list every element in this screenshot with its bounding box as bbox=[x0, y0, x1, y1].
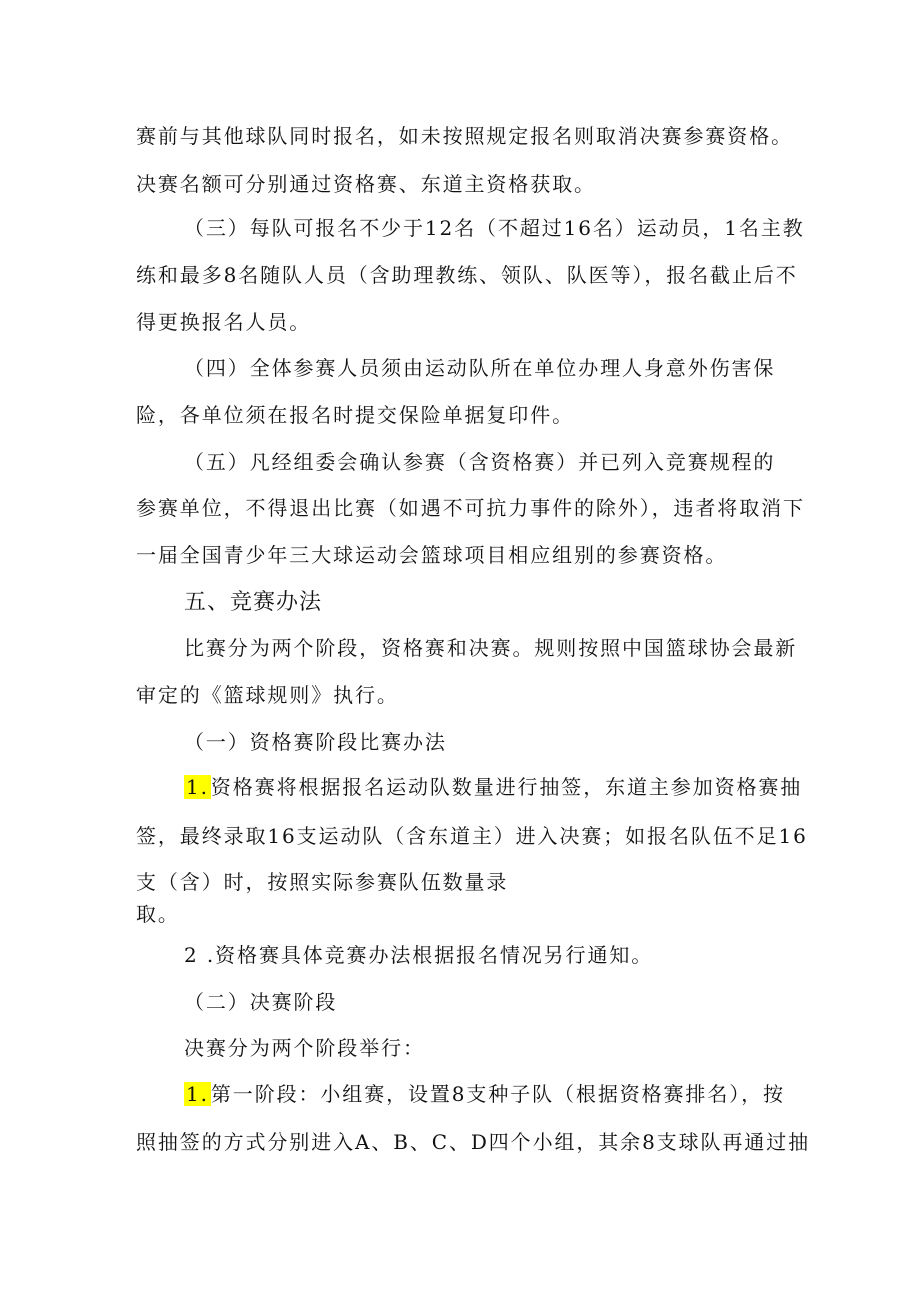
text-line: 决赛分为两个阶段举行： bbox=[184, 1036, 425, 1060]
list-item bbox=[184, 773, 802, 801]
list-item-text: 资格赛将根据报名运动队数量进行抽签，东道主参加资格赛抽 bbox=[210, 775, 803, 799]
text-line: （三）每队可报名不少于12名（不超过16名）运动员，1名主教 bbox=[184, 216, 805, 240]
highlighted-number: 1. bbox=[186, 775, 209, 799]
list-item: 2 .资格赛具体竞赛办法根据报名情况另行通知。 bbox=[184, 943, 654, 967]
text-line: 审定的《篮球规则》执行。 bbox=[136, 683, 399, 707]
text-line: 照抽签的方式分别进入A、B、C、D四个小组，其余8支球队再通过抽 bbox=[136, 1130, 811, 1154]
text-line: 险，各单位须在报名时提交保险单据复印件。 bbox=[136, 403, 574, 427]
list-item bbox=[184, 1080, 785, 1108]
text-line: 取。 bbox=[136, 902, 180, 926]
text-line: 得更换报名人员。 bbox=[136, 310, 312, 334]
text-line: （五）凡经组委会确认参赛（含资格赛）并已列入竞赛规程的 bbox=[184, 450, 776, 474]
subsection-heading: （一）资格赛阶段比赛办法 bbox=[184, 730, 447, 754]
text-line: 参赛单位，不得退出比赛（如遇不可抗力事件的除外），违者将取消下 bbox=[136, 496, 805, 520]
text-line: （四）全体参赛人员须由运动队所在单位办理人身意外伤害保 bbox=[184, 356, 776, 380]
list-item-text: 第一阶段：小组赛，设置8支种子队（根据资格赛排名），按 bbox=[210, 1082, 785, 1106]
text-line: 签，最终录取16支运动队（含东道主）进入决赛；如报名队伍不足16 bbox=[136, 824, 808, 848]
text-line: 决赛名额可分别通过资格赛、东道主资格获取。 bbox=[136, 172, 596, 196]
subsection-heading: （二）决赛阶段 bbox=[184, 990, 338, 1014]
text-line: 赛前与其他球队同时报名，如未按照规定报名则取消决赛参赛资格。 bbox=[136, 124, 793, 148]
text-line: 一届全国青少年三大球运动会篮球项目相应组别的参赛资格。 bbox=[136, 543, 728, 567]
highlighted-number: 1. bbox=[186, 1082, 209, 1106]
text-line: 支（含）时，按照实际参赛队伍数量录 bbox=[136, 870, 509, 894]
section-heading: 五、竞赛办法 bbox=[184, 590, 323, 615]
text-line: 练和最多8名随队人员（含助理教练、领队、队医等），报名截止后不 bbox=[136, 263, 798, 287]
text-line: 比赛分为两个阶段，资格赛和决赛。规则按照中国篮球协会最新 bbox=[184, 636, 798, 660]
